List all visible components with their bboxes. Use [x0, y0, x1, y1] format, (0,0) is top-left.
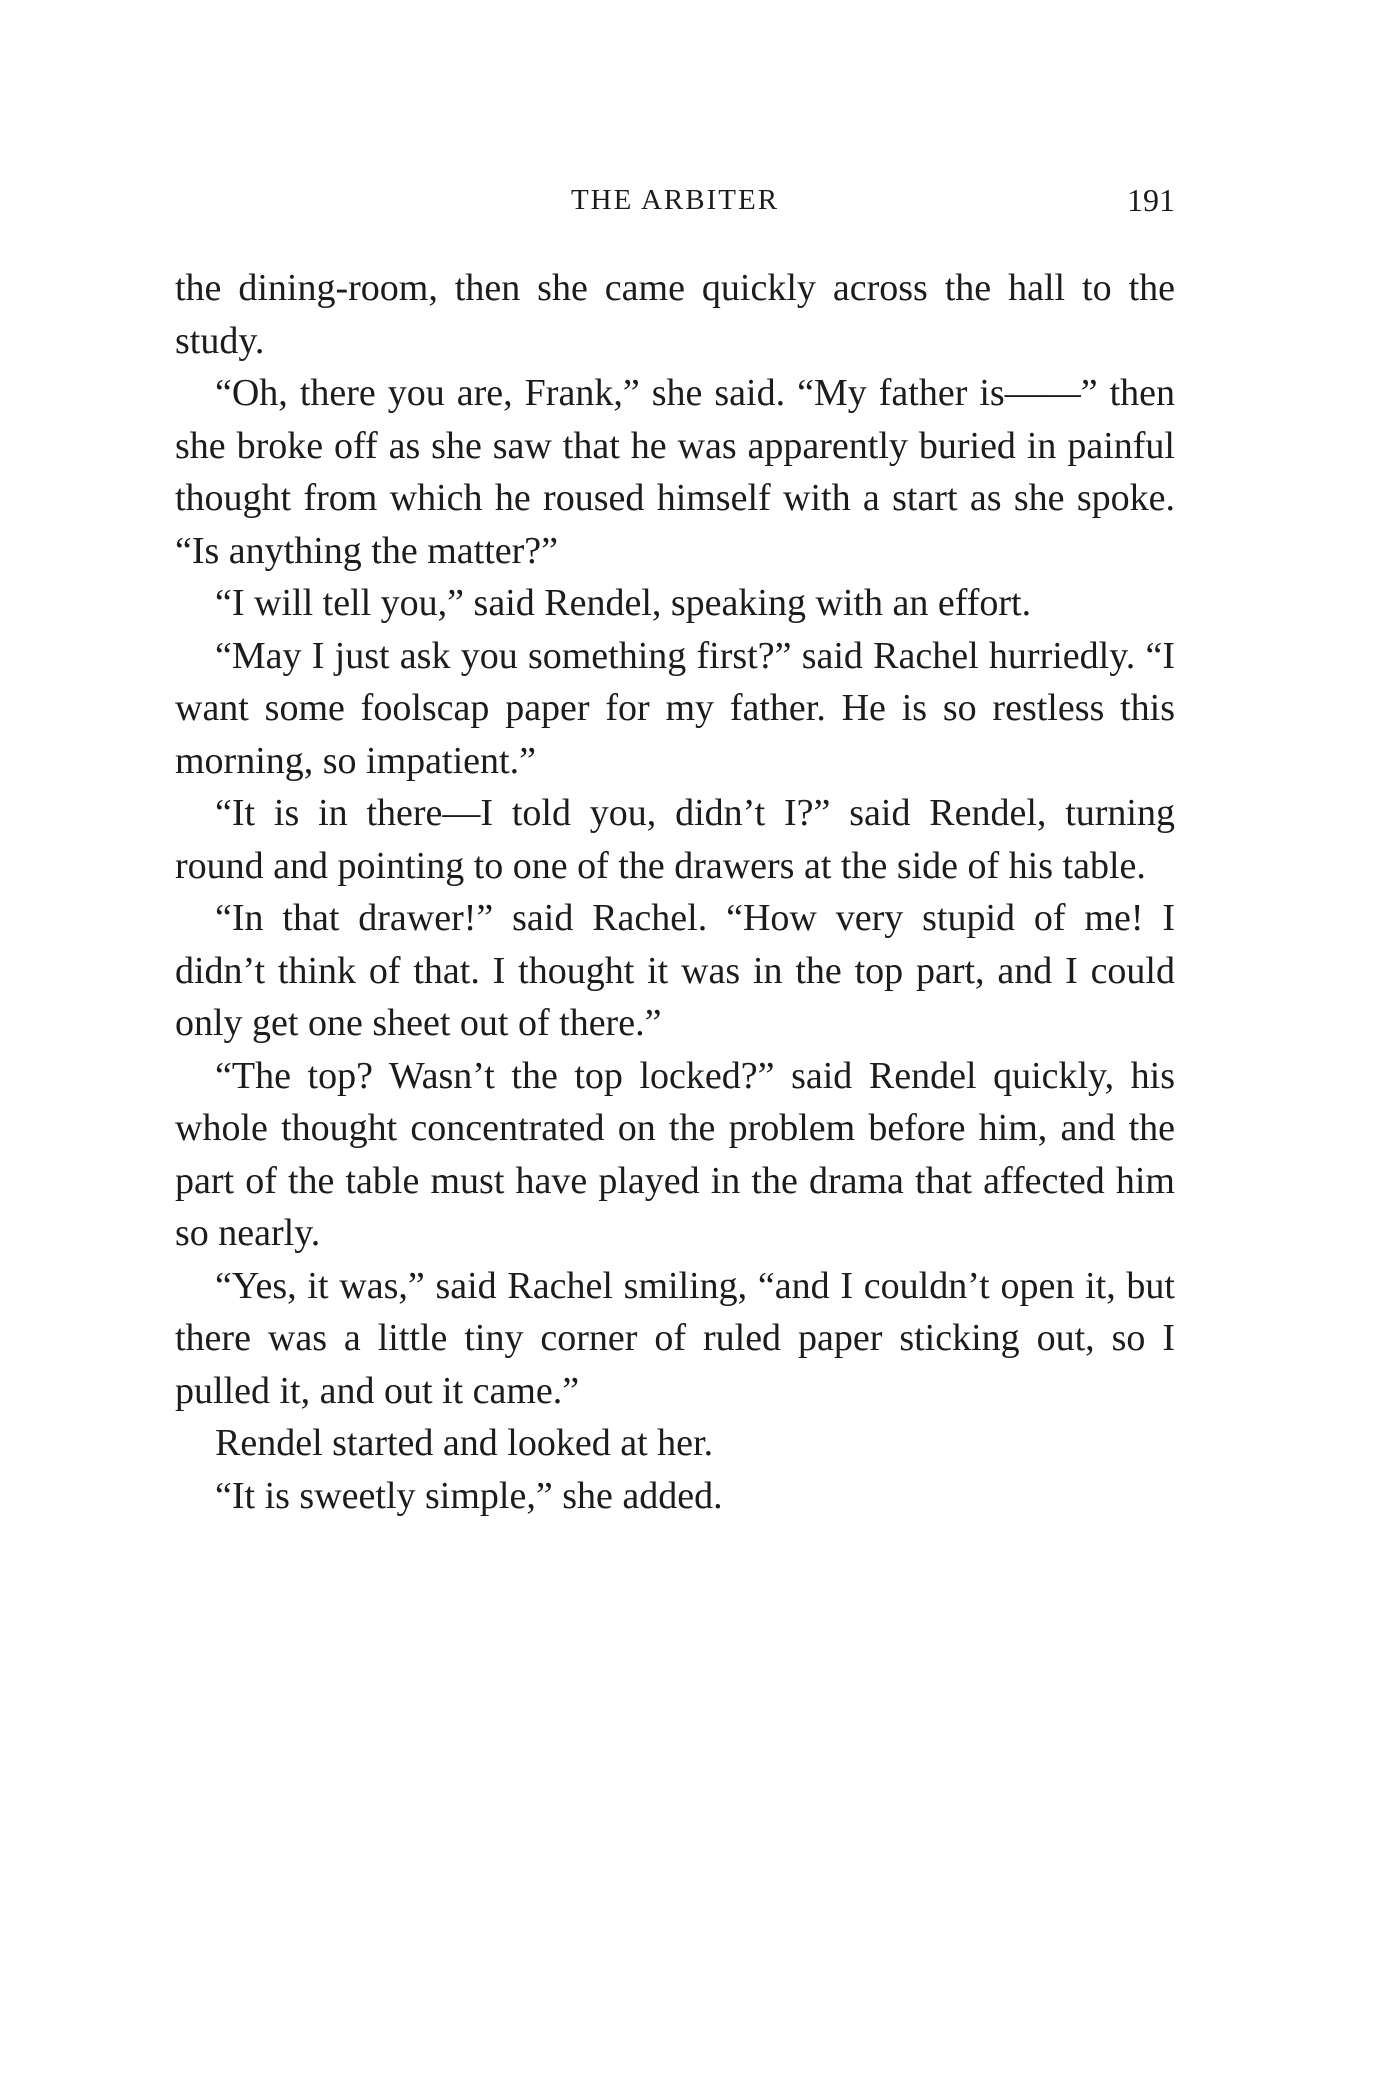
running-header — [175, 178, 1175, 222]
paragraph-2: “Oh, there you are, Frank,” she said. “My father is——” then she broke off as she saw that he was apparently buried in painful thought from which he roused himself with a start as she spoke. “Is anything the matter?” — [175, 372, 1175, 572]
paragraph-8: “Yes, it was,” said Rachel smiling, “and I couldn’t open it, but there was a little tiny corner of ruled paper sticking out, so I pulled it, and out it came.” — [175, 1264, 1175, 1412]
page-number: 191 — [1127, 182, 1175, 218]
running-title: THE ARBITER — [570, 184, 780, 216]
paragraph-3: “I will tell you,” said Rendel, speaking with an effort. — [215, 582, 1032, 624]
paragraph-10: “It is sweetly simple,” she added. — [215, 1474, 723, 1517]
paragraph-6: “In that drawer!” said Rachel. “How very stupid of me! I didn’t think of that. I thought it was in the top part, and I could only get one sheet out of there.” — [175, 897, 1175, 1044]
paragraph-7: “The top? Wasn’t the top locked?” said Rendel quickly, his whole thought concentrated on the problem before him, and the part of the table must have played in the drama that affected him so nearly. — [175, 1054, 1175, 1254]
body-text — [175, 262, 1175, 1522]
paragraph-4: “May I just ask you something first?” said Rachel hurriedly. “I want some foolscap paper for my father. He is so restless this morning, so impatient.” — [175, 634, 1175, 782]
paragraph-9: Rendel started and looked at her. — [215, 1422, 714, 1464]
paragraph-1: the dining-room, then she came quickly across the hall to the study. — [175, 267, 1175, 362]
paragraph-5: “It is in there—I told you, didn’t I?” said Rendel, turning round and pointing to one of the drawers at the side of his table. — [175, 792, 1175, 887]
